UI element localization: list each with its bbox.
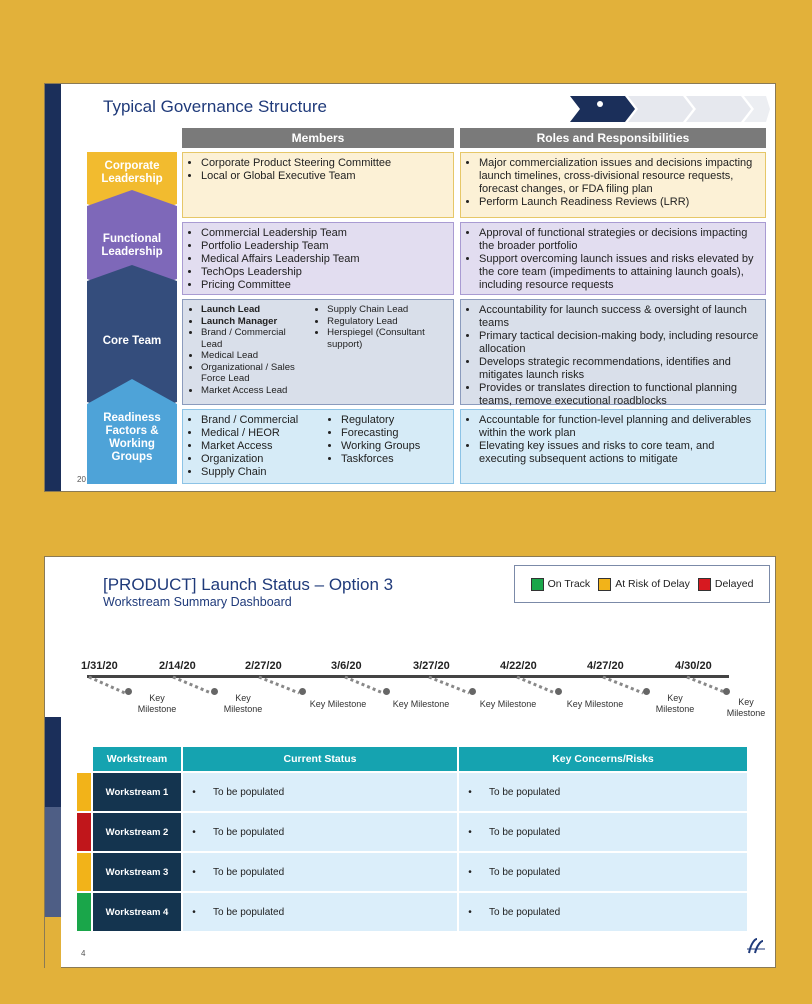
corporate-roles-cell: • Major commercialization issues and decisions impacting launch timelines, cross-divisional resource requests, forecast changes, or FDA filing plan • Perform Launch Readiness Reviews (LRR)	[460, 152, 766, 218]
milestone-dot	[299, 688, 306, 695]
green-swatch-icon	[531, 578, 544, 591]
timeline-date-8: 4/30/20	[675, 660, 712, 672]
key-concerns-header: Key Concerns/Risks	[459, 747, 747, 771]
legend-at-risk: At Risk of Delay	[598, 578, 690, 591]
workstream-name: Workstream 1	[93, 773, 181, 811]
slide-subtitle: Workstream Summary Dashboard	[103, 595, 292, 609]
timeline-date-4: 3/6/20	[331, 660, 362, 672]
milestone-label: Key Milestone	[137, 693, 177, 714]
status-cell: • To be populated	[183, 893, 457, 931]
milestone-dot	[555, 688, 562, 695]
status-flag-green	[77, 893, 91, 931]
workstream-name: Workstream 3	[93, 853, 181, 891]
red-swatch-icon	[698, 578, 711, 591]
status-flag-yellow	[77, 773, 91, 811]
milestone-dot	[723, 688, 730, 695]
milestone-dot	[383, 688, 390, 695]
workstream-name: Workstream 2	[93, 813, 181, 851]
label-corporate-leadership: Corporate Leadership	[101, 160, 163, 185]
amber-swatch-icon	[598, 578, 611, 591]
milestone-label: Key Milestone	[223, 693, 263, 714]
workstream-header: Workstream	[93, 747, 181, 771]
roles-header: Roles and Responsibilities	[460, 128, 766, 148]
label-functional-leadership: Functional Leadership	[101, 233, 163, 258]
legend-delayed: Delayed	[698, 578, 754, 591]
launch-status-slide	[44, 556, 776, 968]
timeline-connectors	[87, 675, 777, 695]
slide-accent-bar	[45, 84, 61, 491]
page-number: 4	[81, 949, 86, 958]
workstream-name: Workstream 4	[93, 893, 181, 931]
timeline-date-1: 1/31/20	[81, 660, 118, 672]
milestone-label: Key Milestone	[655, 693, 695, 714]
timeline-date-2: 2/14/20	[159, 660, 196, 672]
timeline-date-7: 4/27/20	[587, 660, 624, 672]
core-roles-cell: • Accountability for launch success & oversight of launch teams • Primary tactical decision-making body, including resource allocation • Develops strategic recommendations, identifies and mitigates launch risks • Provides or translates direction to functional planning teams, remove executional roadblocks	[460, 299, 766, 405]
concerns-cell: • To be populated	[459, 813, 747, 851]
concerns-cell: • To be populated	[459, 773, 747, 811]
milestone-label: Key Milestone	[309, 699, 367, 709]
timeline-date-6: 4/22/20	[500, 660, 537, 672]
functional-roles-cell: • Approval of functional strategies or decisions impacting the broader portfolio • Support overcoming launch issues and risks elevated by the core team (impediments to attaining launch goals), including resource requests	[460, 222, 766, 295]
label-readiness-factors: Readiness Factors & Working Groups	[103, 412, 161, 463]
milestone-label: Key Milestone	[726, 697, 766, 718]
timeline-date-3: 2/27/20	[245, 660, 282, 672]
milestone-dot	[469, 688, 476, 695]
milestone-label: Key Milestone	[479, 699, 537, 709]
members-header: Members	[182, 128, 454, 148]
status-flag-yellow	[77, 853, 91, 891]
concerns-cell: • To be populated	[459, 853, 747, 891]
page-number: 20	[77, 475, 86, 484]
corporate-members-cell: • Corporate Product Steering Committee • Local or Global Executive Team	[182, 152, 454, 218]
core-members-cell: • Launch Lead • Launch Manager • Brand / Commercial Lead • Medical Lead • Organizational / Sales Force Lead • Market Access Lead • Supply Chain Lead • Regulatory Lead • Herspiegel (Consultant support)	[182, 299, 454, 405]
governance-slide	[44, 83, 776, 492]
slide-title: [PRODUCT] Launch Status – Option 3	[103, 575, 394, 594]
status-cell: • To be populated	[183, 773, 457, 811]
functional-members-cell: • Commercial Leadership Team • Portfolio Leadership Team • Medical Affairs Leadership Team • TechOps Leadership • Pricing Committee	[182, 222, 454, 295]
milestone-label: Key Milestone	[392, 699, 450, 709]
process-steps-graphic	[570, 94, 770, 124]
company-logo-icon	[745, 935, 767, 957]
timeline-date-5: 3/27/20	[413, 660, 450, 672]
status-cell: • To be populated	[183, 853, 457, 891]
status-flag-red	[77, 813, 91, 851]
readiness-roles-cell: • Accountable for function-level planning and deliverables within the work plan • Elevating key issues and risks to core team, and executing subsequent actions to mitigate	[460, 409, 766, 484]
concerns-cell: • To be populated	[459, 893, 747, 931]
legend-on-track: On Track	[531, 578, 591, 591]
status-legend	[514, 565, 770, 603]
slide-accent-bar	[45, 557, 61, 967]
label-core-team: Core Team	[102, 334, 162, 347]
current-status-header: Current Status	[183, 747, 457, 771]
milestone-label: Key Milestone	[566, 699, 624, 709]
slide-title: Typical Governance Structure	[103, 97, 327, 116]
readiness-members-cell: • Brand / Commercial • Medical / HEOR • Market Access • Organization • Supply Chain • Regulatory • Forecasting • Working Groups • Taskforces	[182, 409, 454, 484]
status-cell: • To be populated	[183, 813, 457, 851]
